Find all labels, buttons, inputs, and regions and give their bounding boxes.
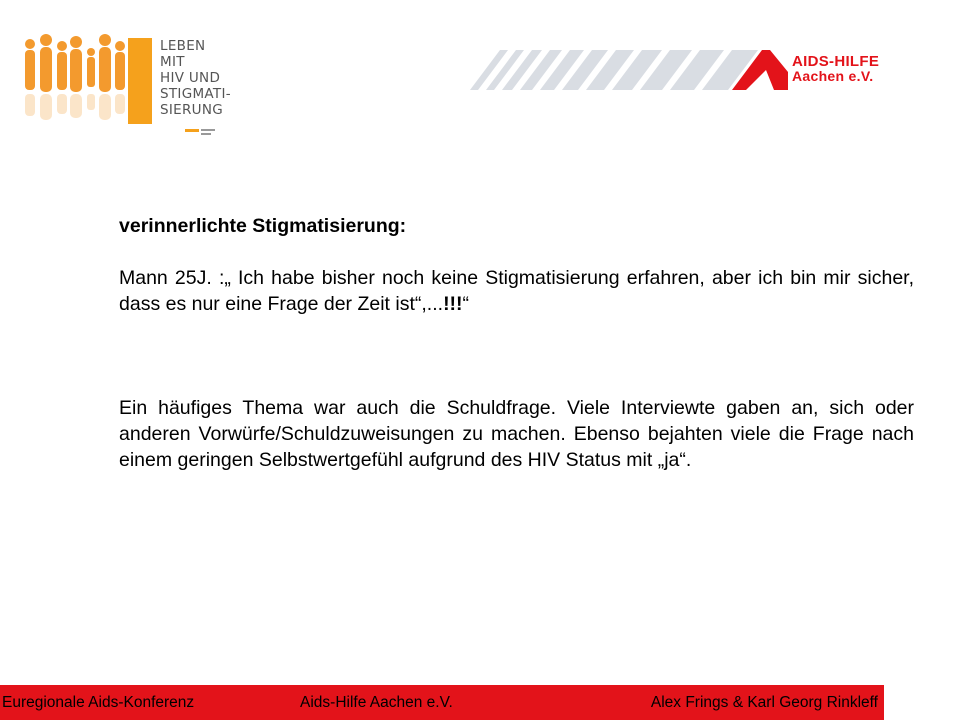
- quote-text: Mann 25J. :„ Ich habe bisher noch keine Stigmatisierung erfahren, aber ich bin mir sicher, dass es nur eine Frage der Zeit ist“,...: [119, 267, 914, 315]
- footer-authors: Alex Frings & Karl Georg Rinkleff: [650, 694, 878, 711]
- quote-close: “: [462, 293, 470, 315]
- footer-conference: Euregionale Aids-Konferenz: [2, 694, 195, 711]
- quote-emphasis: !!!: [443, 293, 463, 315]
- vertical-accent-bar: [128, 38, 152, 124]
- people-silhouettes-icon: [20, 30, 140, 125]
- logo-line: STIGMATI-: [160, 86, 231, 102]
- logo-line: SIERUNG: [160, 102, 224, 118]
- logo-line: LEBEN MIT: [160, 38, 206, 70]
- footer-organization: Aids-Hilfe Aachen e.V.: [300, 694, 453, 711]
- aids-hilfe-logo: [470, 40, 910, 100]
- logo-line: HIV UND: [160, 70, 221, 86]
- quote-paragraph: [119, 265, 914, 317]
- wordmark-line1: AIDS-HILFE: [792, 53, 880, 70]
- body-paragraph: Ein häufiges Thema war auch die Schuldfrage. Viele Interviewte gaben an, sich oder anderen Vorwürfe/Schuldzuweisungen zu machen. Ebenso bejahten viele die Frage nach einem geringen Selbstwertgefühl aufgrund des HIV Status mit „ja“.: [119, 397, 914, 471]
- wordmark-line2: Aachen e.V.: [792, 68, 874, 84]
- slide-content: [119, 213, 914, 473]
- section-heading: verinnerlichte Stigmatisierung:: [119, 215, 407, 237]
- footer-bar: [0, 685, 884, 720]
- small-mark-icon: [185, 127, 217, 139]
- leben-mit-hiv-logo: [20, 30, 230, 130]
- aids-hilfe-wordmark: [792, 54, 879, 84]
- logo-title: [160, 38, 231, 118]
